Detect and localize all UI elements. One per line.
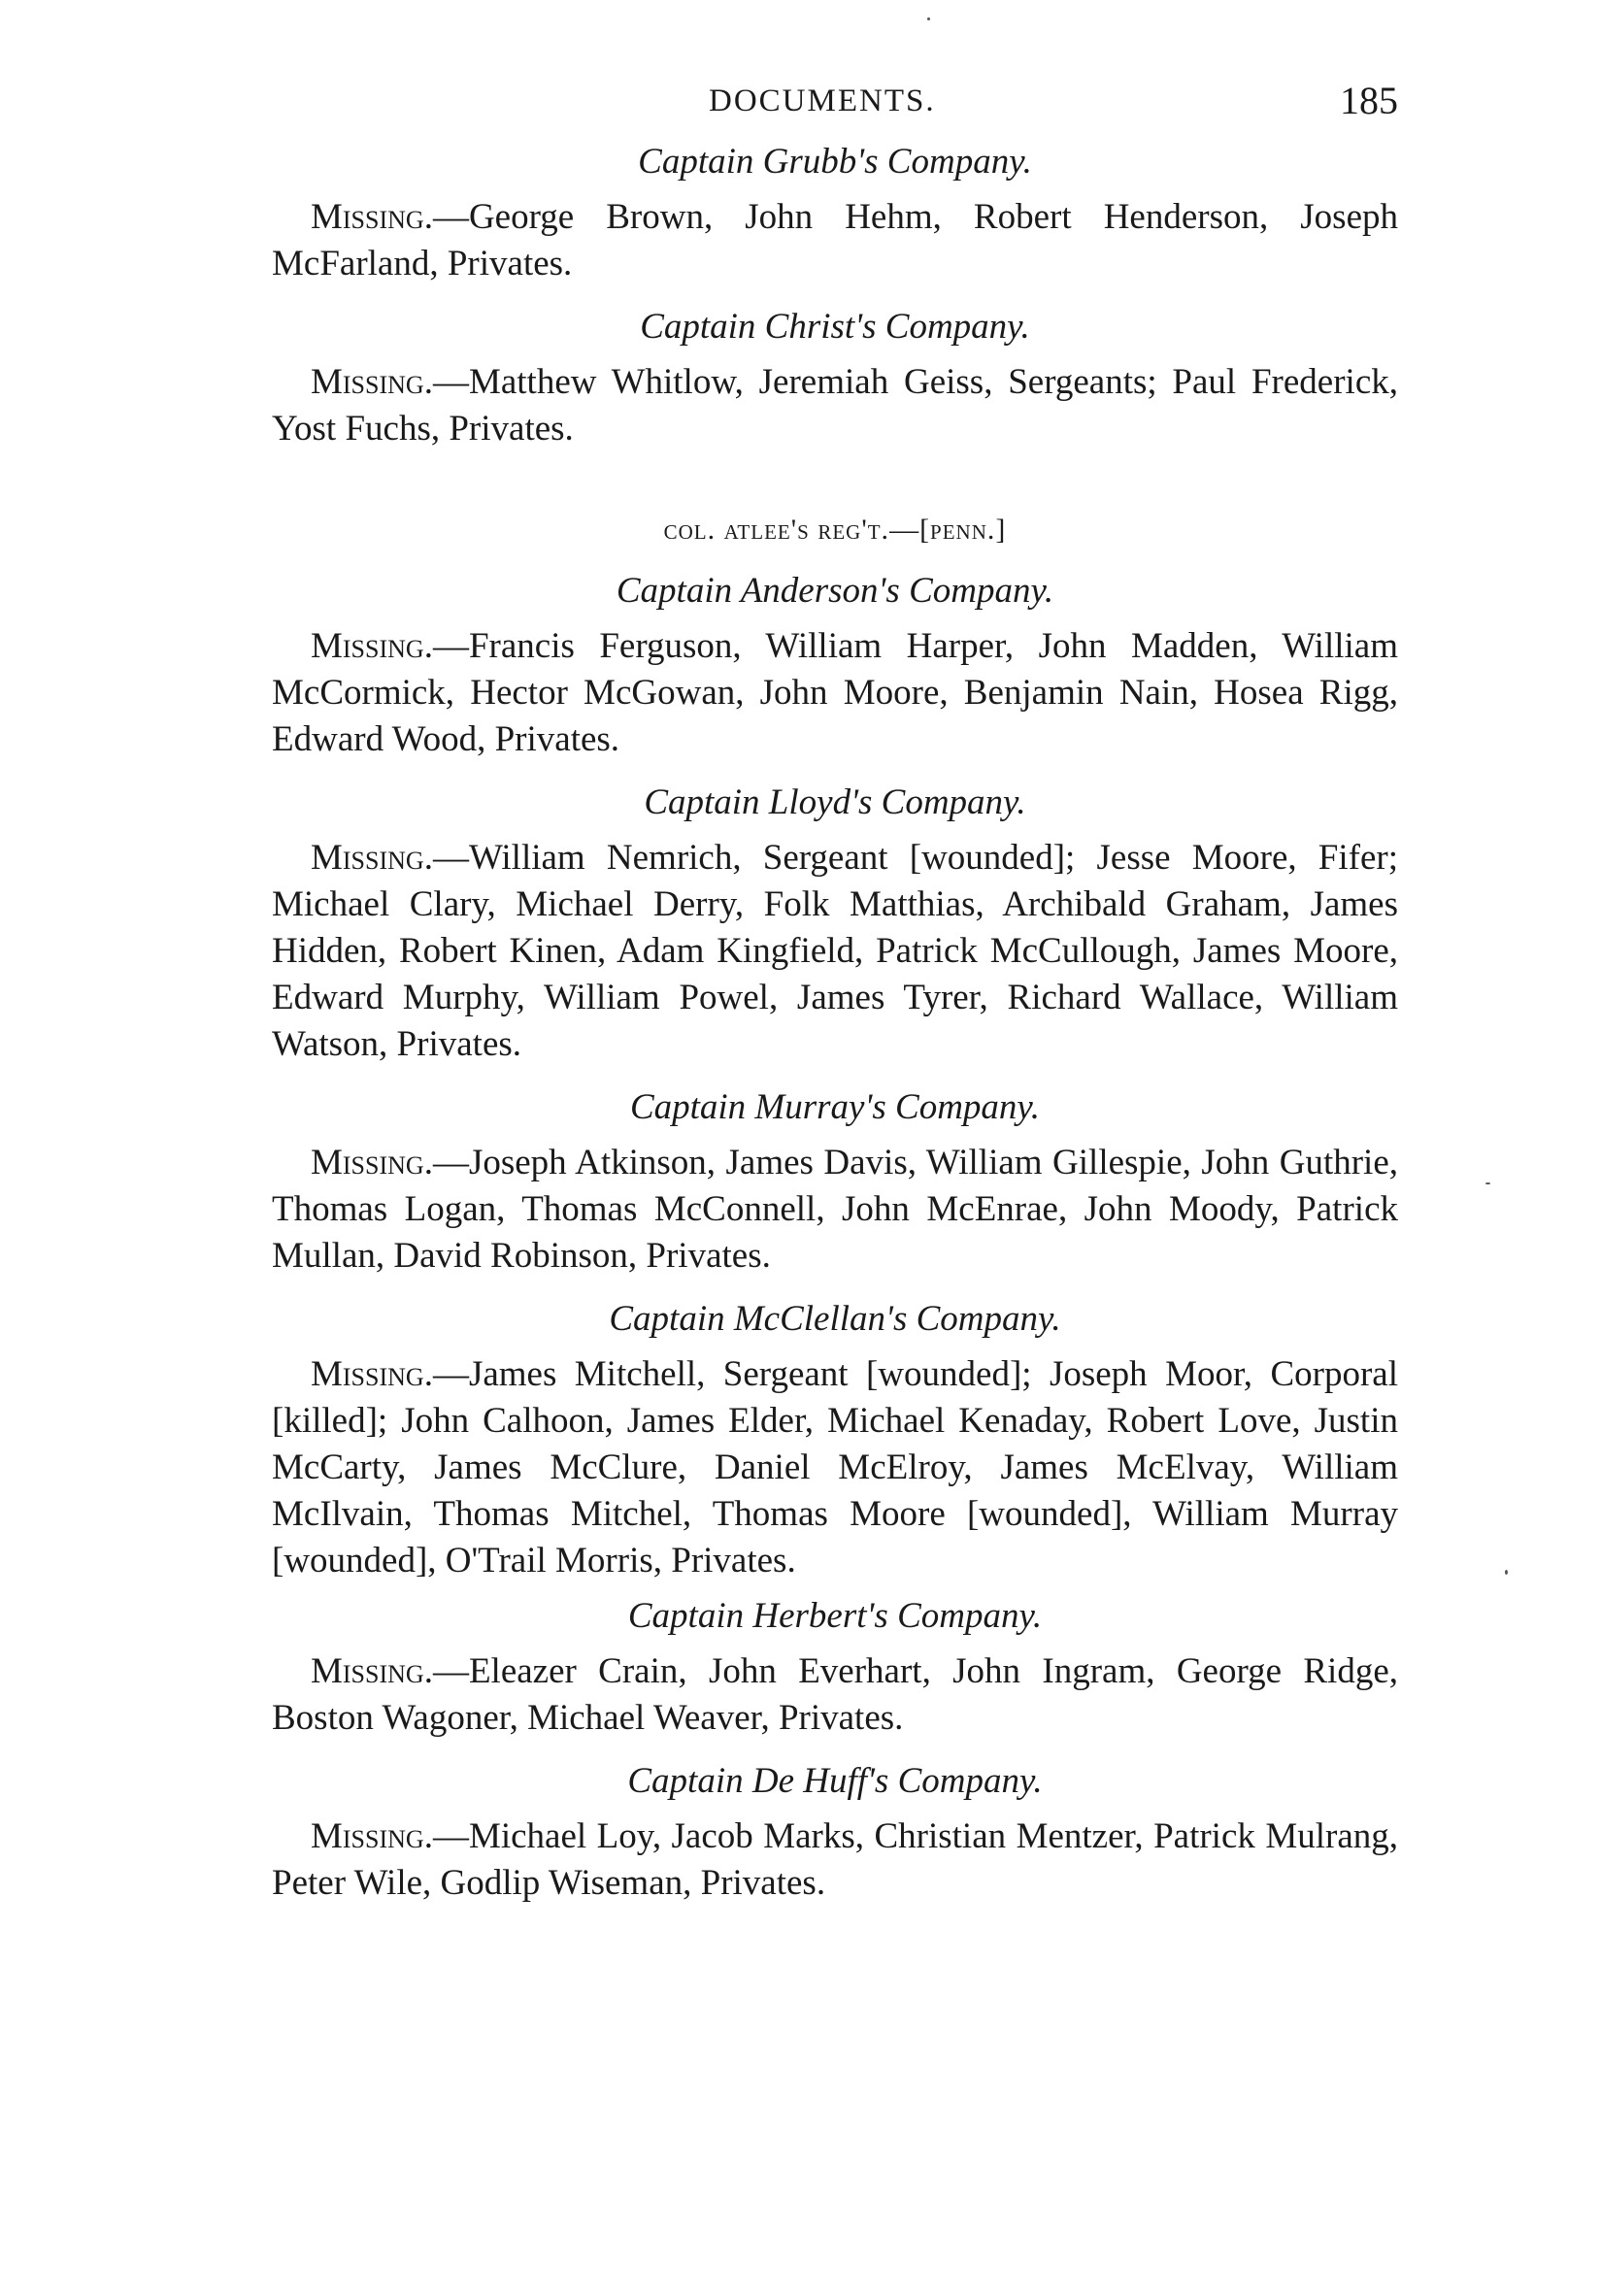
missing-names: —Michael Loy, Jacob Marks, Christian Mentzer, Patrick Mulrang, Peter Wile, Godlip Wiseman, Privates. xyxy=(272,1816,1398,1903)
page-number: 185 xyxy=(1340,79,1398,122)
missing-names: —Eleazer Crain, John Everhart, John Ingram, George Ridge, Boston Wagoner, Michael Weaver, Privates. xyxy=(272,1651,1398,1738)
missing-list xyxy=(272,623,1398,763)
document-page xyxy=(272,76,1398,1916)
missing-label: Missing. xyxy=(311,1143,433,1182)
regiment-dash: — xyxy=(889,514,920,546)
missing-names: —James Mitchell, Sergeant [wounded]; Joseph Moor, Corporal [killed]; John Calhoon, James Elder, Michael Kenaday, Robert Love, Justin McCarty, James McClure, Daniel McElroy, James McElvay, William McIlvain, Thomas Mitchel, Thomas Moore [wounded], William Murray [wounded], O'Trail Morris, Privates. xyxy=(272,1354,1398,1581)
missing-list xyxy=(272,1648,1398,1742)
missing-label: Missing. xyxy=(311,838,433,878)
missing-label: Missing. xyxy=(311,626,433,666)
missing-list xyxy=(272,1351,1398,1584)
running-head xyxy=(272,76,1398,134)
company-heading: Captain Anderson's Company. xyxy=(616,571,1054,611)
company-heading: Captain McClellan's Company. xyxy=(609,1299,1061,1339)
missing-names: —Francis Ferguson, William Harper, John Madden, William McCormick, Hector McGowan, John Moore, Benjamin Nain, Hosea Rigg, Edward Wood, Privates. xyxy=(272,626,1398,759)
missing-label: Missing. xyxy=(311,1354,433,1394)
missing-names: —Matthew Whitlow, Jeremiah Geiss, Sergeants; Paul Frederick, Yost Fuchs, Privates. xyxy=(272,362,1398,449)
missing-label: Missing. xyxy=(311,1816,433,1856)
company-heading: Captain Herbert's Company. xyxy=(627,1596,1043,1636)
missing-names: —George Brown, John Hehm, Robert Henderson, Joseph McFarland, Privates. xyxy=(272,197,1398,283)
missing-list xyxy=(272,835,1398,1068)
missing-label: Missing. xyxy=(311,362,433,402)
scan-speck xyxy=(1485,1182,1490,1184)
regiment-name: col. atlee's reg't. xyxy=(663,514,890,546)
company-heading: Captain De Huff's Company. xyxy=(627,1761,1043,1801)
missing-list xyxy=(272,359,1398,452)
company-heading: Captain Murray's Company. xyxy=(629,1087,1041,1127)
company-heading: Captain Christ's Company. xyxy=(640,307,1030,347)
missing-list xyxy=(272,194,1398,287)
scan-speck xyxy=(1505,1570,1508,1575)
missing-list xyxy=(272,1814,1398,1907)
missing-names: —Joseph Atkinson, James Davis, William Gillespie, John Guthrie, Thomas Logan, Thomas McConnell, John McEnrae, John Moody, Patrick Mullan, David Robinson, Privates. xyxy=(272,1143,1398,1276)
regiment-state: [penn.] xyxy=(919,514,1007,546)
scan-speck xyxy=(927,17,930,20)
company-heading: Captain Grubb's Company. xyxy=(638,142,1032,182)
missing-list xyxy=(272,1140,1398,1280)
running-title: DOCUMENTS. xyxy=(709,83,936,118)
missing-label: Missing. xyxy=(311,197,433,237)
missing-label: Missing. xyxy=(311,1651,433,1691)
missing-names: —William Nemrich, Sergeant [wounded]; Jesse Moore, Fifer; Michael Clary, Michael Derry, Folk Matthias, Archibald Graham, James Hidden, Robert Kinen, Adam Kingfield, Patrick McCullough, James Moore, Edward Murphy, William Powel, James Tyrer, Richard Wallace, William Watson, Privates. xyxy=(272,838,1398,1064)
company-heading: Captain Lloyd's Company. xyxy=(644,782,1026,822)
regiment-heading xyxy=(272,509,1398,551)
